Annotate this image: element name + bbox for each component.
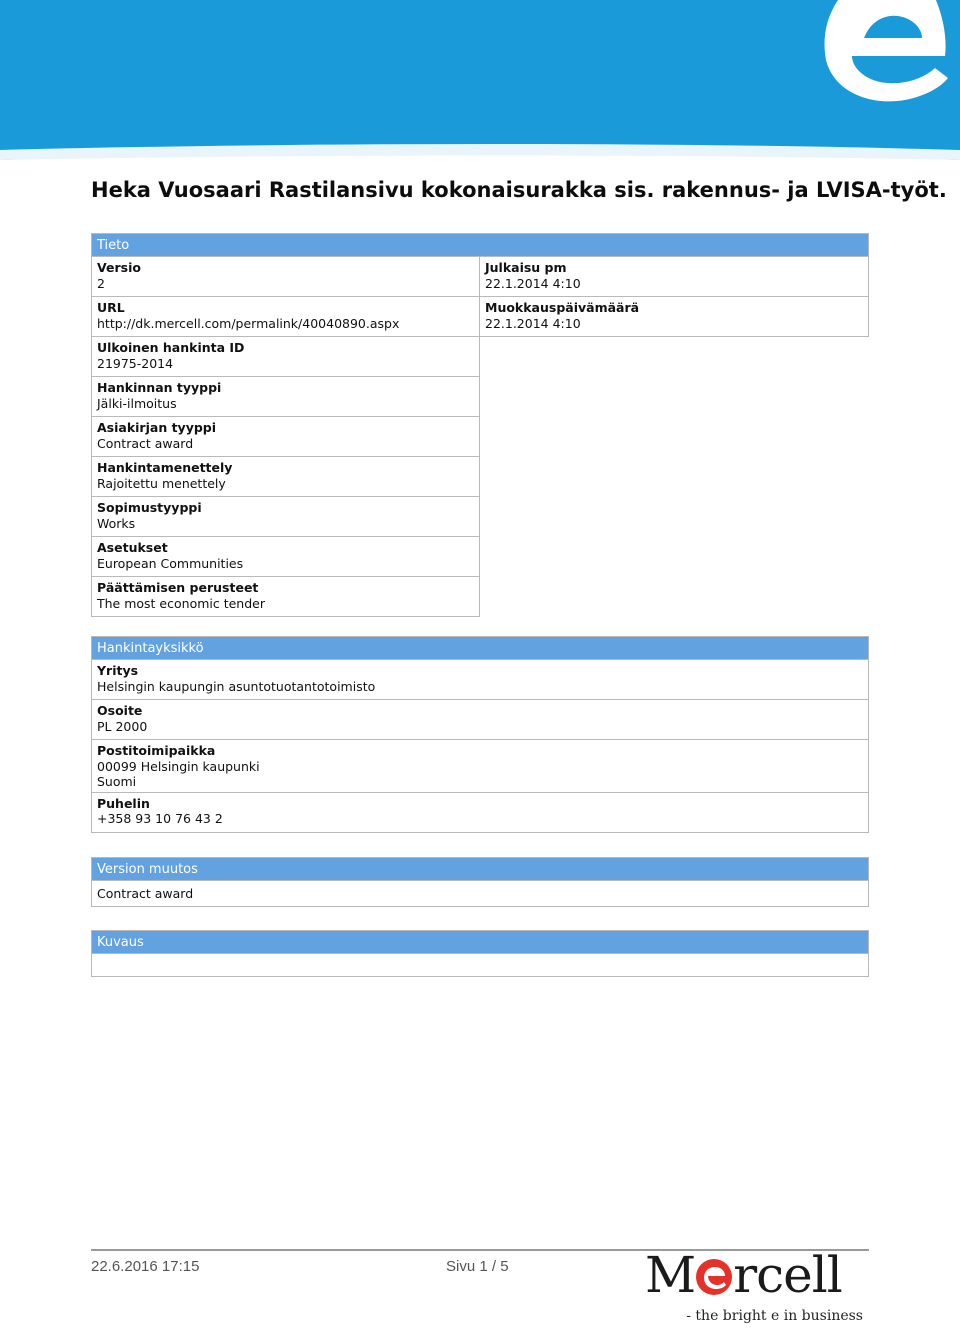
field-value: PL 2000 — [97, 718, 148, 734]
field-label: Osoite — [97, 703, 143, 718]
field-label: Puhelin — [97, 795, 150, 811]
field-label: Sopimustyyppi — [97, 500, 202, 515]
field-value: 22.1.2014 4:10 — [485, 275, 581, 291]
field-company — [91, 660, 869, 700]
field-value: Contract award — [97, 435, 194, 451]
field-label: Hankintamenettely — [97, 460, 233, 475]
logo-text-right: rcell — [733, 1246, 842, 1304]
kuvaus-section — [91, 930, 869, 977]
field-procurement-type — [91, 377, 480, 417]
field-address — [91, 700, 869, 740]
field-value: 2 — [97, 275, 105, 291]
field-external-id — [91, 337, 480, 377]
field-document-type — [91, 417, 480, 457]
field-label: Ulkoinen hankinta ID — [97, 340, 245, 355]
mercell-e-icon — [696, 1259, 732, 1295]
field-version — [91, 257, 480, 297]
field-label: Asiakirjan tyyppi — [97, 420, 217, 435]
version-change-heading: Version muutos — [91, 857, 869, 881]
field-label: URL — [97, 300, 125, 315]
field-label: Postitoimipaikka — [97, 743, 216, 758]
logo-tagline: - the bright e in business — [686, 1308, 863, 1324]
field-value: 22.1.2014 4:10 — [485, 315, 581, 331]
field-label: Yritys — [97, 663, 139, 678]
field-country: Suomi — [97, 774, 137, 789]
field-label: Versio — [97, 260, 141, 275]
mercell-logo — [645, 1246, 867, 1325]
field-regulations — [91, 537, 480, 577]
field-contract-type — [91, 497, 480, 537]
field-url — [91, 297, 480, 337]
kuvaus-heading: Kuvaus — [91, 930, 869, 954]
banner-graphic — [0, 0, 960, 160]
field-procedure — [91, 457, 480, 497]
field-label: Julkaisu pm — [485, 260, 567, 275]
field-value: The most economic tender — [97, 595, 265, 611]
field-value: Contract award — [97, 886, 194, 901]
field-label: Muokkauspäivämäärä — [485, 300, 640, 315]
field-value: 21975-2014 — [97, 355, 174, 371]
tieto-columns — [91, 257, 869, 617]
footer-page-number: Sivu 1 / 5 — [446, 1258, 509, 1275]
field-value: Helsingin kaupungin asuntotuotantotoimisto — [97, 678, 376, 694]
kuvaus-body — [91, 954, 869, 977]
tieto-left-column — [91, 257, 480, 617]
field-label: Asetukset — [97, 540, 168, 555]
url-link[interactable]: http://dk.mercell.com/permalink/40040890.aspx — [97, 315, 400, 331]
logo-wordmark — [645, 1247, 842, 1303]
mercell-e-icon — [825, 0, 949, 101]
field-published — [480, 257, 869, 297]
footer-date: 22.6.2016 17:15 — [91, 1258, 200, 1275]
field-value: Rajoitettu menettely — [97, 475, 226, 491]
page-title: Heka Vuosaari Rastilansivu kokonaisurakka sis. rakennus- ja LVISA-työt. — [91, 178, 947, 202]
hankintayksikko-heading: Hankintayksikkö — [91, 636, 869, 660]
field-award-criteria — [91, 577, 480, 617]
tieto-heading: Tieto — [91, 233, 869, 257]
field-value: European Communities — [97, 555, 244, 571]
field-version-change — [91, 881, 869, 907]
field-value: 00099 Helsingin kaupunki — [97, 758, 260, 774]
field-value: Works — [97, 515, 136, 531]
field-phone — [91, 793, 869, 833]
field-label: Päättämisen perusteet — [97, 580, 259, 595]
field-postal — [91, 740, 869, 793]
field-value: Jälki-ilmoitus — [97, 395, 177, 411]
hankintayksikko-section — [91, 636, 869, 833]
version-change-section — [91, 857, 869, 907]
logo-text-left: M — [645, 1246, 696, 1304]
header-banner — [0, 0, 960, 160]
field-label: Hankinnan tyyppi — [97, 380, 222, 395]
field-value: +358 93 10 76 43 2 — [97, 811, 223, 826]
tieto-section — [91, 233, 869, 617]
field-modified — [480, 297, 869, 337]
tieto-right-column — [480, 257, 869, 617]
